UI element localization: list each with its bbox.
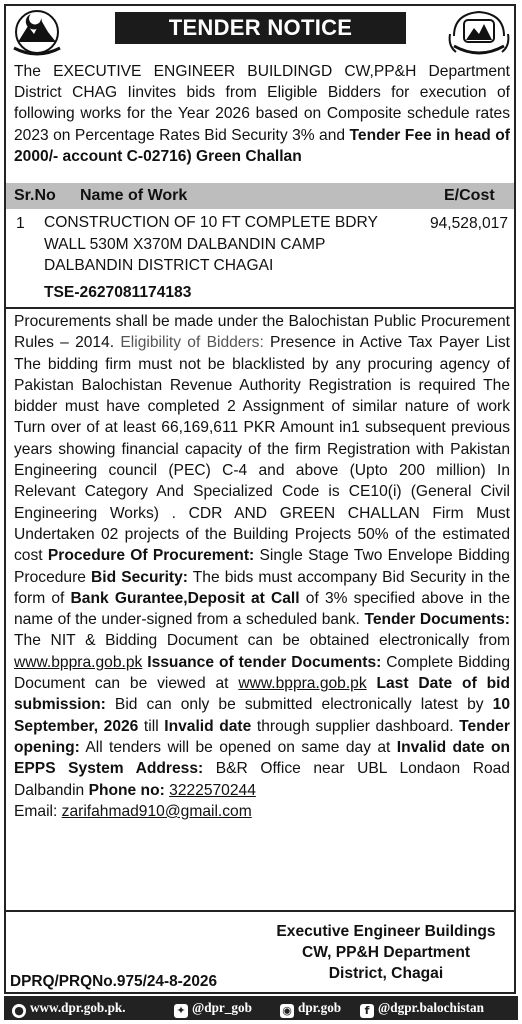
tender-documents-heading: Tender Documents: bbox=[364, 611, 510, 629]
footer-instagram-label: dpr.gob bbox=[298, 1000, 342, 1015]
terms-text: Bid can only be submitted electronically latest by bbox=[105, 696, 493, 714]
table-divider bbox=[6, 307, 514, 309]
table-header bbox=[6, 183, 514, 209]
col-name-header: Name of Work bbox=[80, 187, 188, 204]
signature-block bbox=[264, 921, 508, 984]
terms-text: Complete Bidding Document can be viewed at bbox=[14, 653, 510, 693]
globe-icon: ● bbox=[12, 1004, 26, 1018]
row-estimated-cost: 94,528,017 bbox=[429, 215, 508, 232]
balochistan-emblem-left bbox=[8, 8, 66, 58]
bppra-link[interactable]: www.bppra.gob.pk bbox=[14, 653, 143, 671]
address-text: B&R Office near UBL Londaon Road Dalbandin bbox=[14, 760, 510, 799]
signature-title: Executive Engineer Buildings bbox=[276, 923, 496, 940]
intro-fee-text: Tender Fee in head of 2000/- account C-02716) Green Challan bbox=[14, 126, 510, 165]
footer-website[interactable] bbox=[12, 1000, 126, 1018]
phone-number[interactable]: 3222570244 bbox=[169, 781, 256, 799]
terms-text: through supplier dashboard. bbox=[251, 717, 460, 735]
footer-facebook[interactable] bbox=[360, 1000, 484, 1018]
twitter-icon: ✦ bbox=[174, 1004, 188, 1018]
tender-opening-heading: Tender opening: bbox=[14, 717, 511, 756]
terms-text: Presence in Active Tax Payer List The bidding firm must not be blacklisted by any procuring agency of Pakistan Balochistan Revenue Authority Registration is required The bidder must have completed 2 Assignment of similar nature of work Turn over of at least 66,169,611 PKR Amount in1 subsequent previous years showing financial capacity of the firm Registration with Pakistan Engineering council (PEC) C-4 and above (Upto 200 million) In Relevant Category And Specialized Code is CE10(i) (General Civil Engineering Works) . CDR AND GREEN CHALLAN Firm Must Undertaken 02 projects of the Building Projects 50% of the estimated cost bbox=[14, 334, 510, 565]
facebook-icon: f bbox=[360, 1004, 374, 1018]
procedure-heading: Procedure Of Procurement: bbox=[47, 547, 255, 565]
row-tse-number: TSE-2627081174183 bbox=[44, 284, 192, 301]
phone-label: Phone no: bbox=[88, 781, 165, 799]
footer-instagram[interactable] bbox=[280, 1000, 341, 1018]
terms-text: Procurements shall be made under the Balochistan Public Procurement Rules – 2014. bbox=[14, 313, 510, 352]
bank-guarantee-text: Bank Gurantee,Deposit at Call bbox=[70, 589, 300, 607]
intro-paragraph bbox=[14, 61, 510, 167]
balochistan-emblem-right bbox=[446, 6, 512, 60]
signature-divider bbox=[6, 910, 514, 912]
bppra-link-2[interactable]: www.bppra.gob.pk bbox=[238, 675, 367, 693]
email-label: Email: bbox=[14, 802, 62, 820]
bid-security-heading: Bid Security: bbox=[91, 568, 188, 586]
terms-text: The bids must accompany Bid Security in the form of bbox=[14, 568, 511, 607]
dprq-number: DPRQ/PRQNo.975/24-8-2026 bbox=[10, 973, 218, 990]
row-work-name: CONSTRUCTION OF 10 FT COMPLETE BDRY WALL 530M X370M DALBANDIN CAMP DALBANDIN DISTRICT CHAGAI bbox=[44, 214, 378, 274]
issuance-heading: Issuance of tender Documents: bbox=[142, 653, 382, 671]
last-date-heading: Last Date of bid submission: bbox=[14, 675, 510, 714]
instagram-icon: ◉ bbox=[280, 1004, 294, 1018]
intro-text: The EXECUTIVE ENGINEER BUILDINGD CW,PP&H Department District CHAG Iinvites bids from Eligible Bidders for execution of following works for the Year 2026 based on Composite schedule rates 2023 on Percentage Rates Bid Security 3% and bbox=[14, 63, 510, 144]
terms-text: till bbox=[138, 717, 165, 735]
email-link[interactable]: zarifahmad910@gmail.com bbox=[61, 802, 252, 820]
footer-facebook-label: @dgpr.balochistan bbox=[378, 1000, 484, 1015]
submission-date: 10 September, 2026 bbox=[14, 696, 510, 735]
terms-paragraph bbox=[14, 311, 510, 822]
terms-text: Single Stage Two Envelope Bidding Procedure bbox=[14, 547, 510, 586]
footer-twitter[interactable] bbox=[174, 1000, 252, 1018]
col-sr-header: Sr.No bbox=[14, 187, 56, 204]
opening-date-text: Invalid date on EPPS System Address: bbox=[14, 738, 511, 778]
footer-twitter-label: @dpr_gob bbox=[192, 1000, 252, 1015]
col-cost-header: E/Cost bbox=[444, 187, 495, 204]
signature-department: CW, PP&H Department bbox=[301, 944, 471, 961]
row-sr-no: 1 bbox=[16, 215, 25, 232]
footer-bar bbox=[4, 996, 518, 1020]
page-title: TENDER NOTICE bbox=[115, 12, 406, 44]
invalid-date-text: Invalid date bbox=[164, 717, 252, 735]
terms-text: of 3% specified above in the name of the under-signed from a scheduled bank. bbox=[14, 589, 510, 629]
terms-text: The NIT & Bidding Document can be obtained electronically from bbox=[14, 632, 510, 650]
signature-district: District, Chagai bbox=[328, 965, 444, 982]
eligibility-heading: Eligibility of Bidders: bbox=[120, 334, 264, 352]
terms-text: All tenders will be opened on same day at bbox=[79, 738, 397, 756]
footer-website-label: www.dpr.gob.pk. bbox=[30, 1000, 126, 1015]
